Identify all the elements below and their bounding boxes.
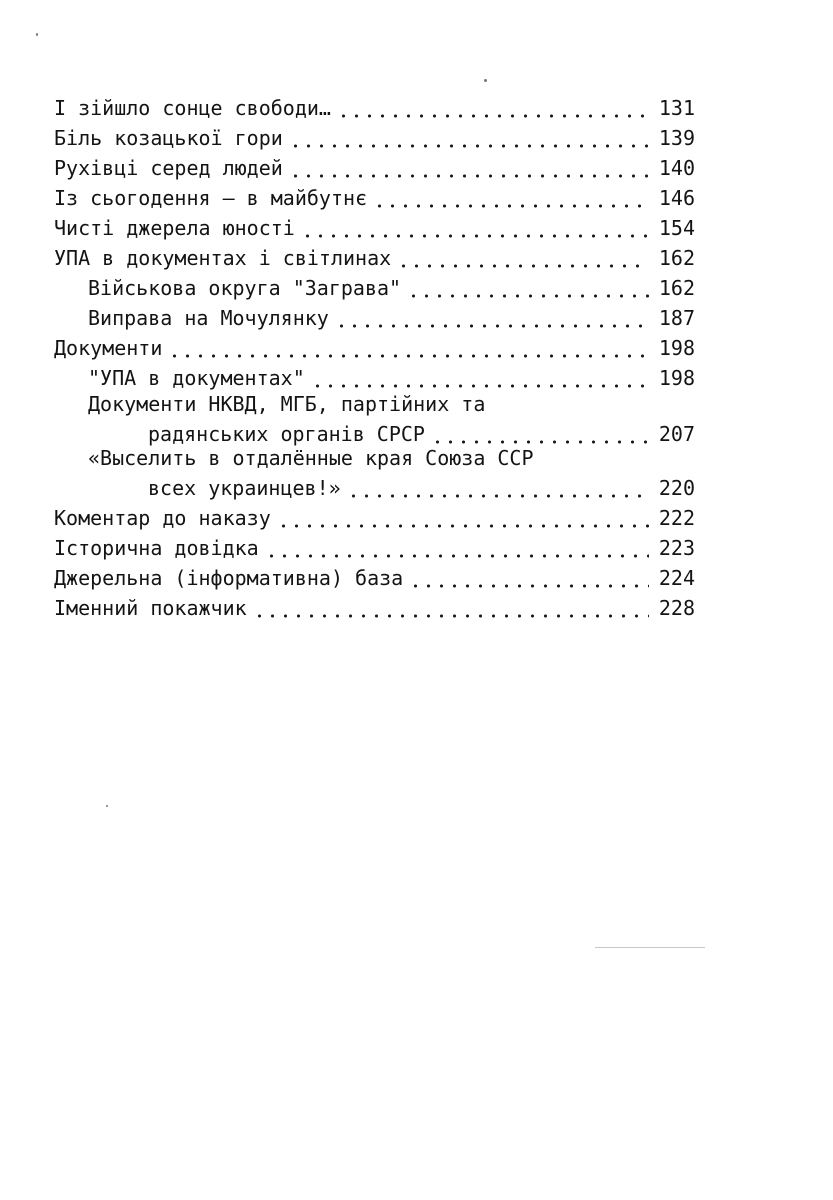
toc-entry [54, 530, 695, 560]
toc-page-number: 162 [658, 276, 695, 300]
dot-leader [335, 306, 649, 330]
toc-page-number: 140 [658, 156, 695, 180]
toc-entry-title: Біль козацької гори [54, 126, 283, 150]
toc-entry-title: І зійшло сонце свободи… [54, 96, 331, 120]
toc-entry [54, 90, 695, 120]
toc-entry-title: Документи [54, 336, 163, 360]
toc-entry-title: Коментар до наказу [54, 506, 271, 530]
dot-leader [311, 366, 649, 390]
toc-entry [148, 416, 695, 446]
toc-entry-title-line1: «Выселить в отдалённые края Союза ССР [88, 446, 534, 470]
toc-entry-title: Із сьогодення — в майбутнє [54, 186, 368, 210]
scan-speck [484, 79, 487, 82]
toc-page-number: 228 [658, 596, 695, 620]
toc-page-number: 207 [658, 422, 695, 446]
toc-page-number: 222 [658, 506, 695, 530]
toc-entry-title: УПА в документах і світлинах [54, 246, 392, 270]
dot-leader [289, 126, 649, 150]
toc-entry-title: радянських органів СРСР [148, 422, 425, 446]
dot-leader [373, 186, 649, 210]
toc-page-number: 223 [658, 536, 695, 560]
toc-entry [54, 500, 695, 530]
toc-entry [54, 210, 695, 240]
dot-leader [409, 566, 649, 590]
toc-entry [88, 360, 695, 390]
toc-page-number: 154 [658, 216, 695, 240]
toc-page-number: 131 [658, 96, 695, 120]
toc-entry-title-line1: Документи НКВД, МГБ, партійних та [88, 392, 486, 416]
toc-entry [54, 560, 695, 590]
dot-leader [431, 422, 649, 446]
toc-entry [54, 240, 695, 270]
dot-leader [277, 506, 649, 530]
dot-leader [265, 536, 649, 560]
toc-entry-title: Іменний покажчик [54, 596, 247, 620]
toc-entry [88, 270, 695, 300]
toc-page-number: 162 [658, 246, 695, 270]
toc-entry [88, 300, 695, 330]
toc-entry [54, 150, 695, 180]
toc-entry-title: Історична довідка [54, 536, 259, 560]
toc-entry-title: "УПА в документах" [88, 366, 305, 390]
toc-page-number: 198 [658, 336, 695, 360]
toc-entry-title: Військова округа "Заграва" [88, 276, 402, 300]
scan-speck [106, 805, 108, 807]
toc-entry-title: Виправа на Мочулянку [88, 306, 329, 330]
toc-page-number: 187 [658, 306, 695, 330]
dot-leader [289, 156, 649, 180]
toc-entry-title: Чисті джерела юності [54, 216, 295, 240]
dot-leader [168, 336, 649, 360]
toc-entry [54, 330, 695, 360]
toc-page-number: 224 [658, 566, 695, 590]
toc-entry-title: Джерельна (інформативна) база [54, 566, 404, 590]
dot-leader [337, 96, 649, 120]
dot-leader [301, 216, 649, 240]
toc-entry [54, 590, 695, 620]
dot-leader [407, 276, 649, 300]
toc-entry [54, 180, 695, 210]
toc-entry [54, 120, 695, 150]
toc-page-number: 198 [658, 366, 695, 390]
scan-speck [36, 33, 38, 36]
toc-page-number: 146 [658, 186, 695, 210]
toc-page-number: 139 [658, 126, 695, 150]
dot-leader [397, 246, 649, 270]
toc-entry-title: Рухівці серед людей [54, 156, 283, 180]
toc-entry-title: всех украинцев!» [148, 476, 341, 500]
dot-leader [253, 596, 649, 620]
scan-smudge [595, 947, 705, 948]
toc-page-number: 220 [658, 476, 695, 500]
dot-leader [347, 476, 649, 500]
toc-entry [148, 470, 695, 500]
